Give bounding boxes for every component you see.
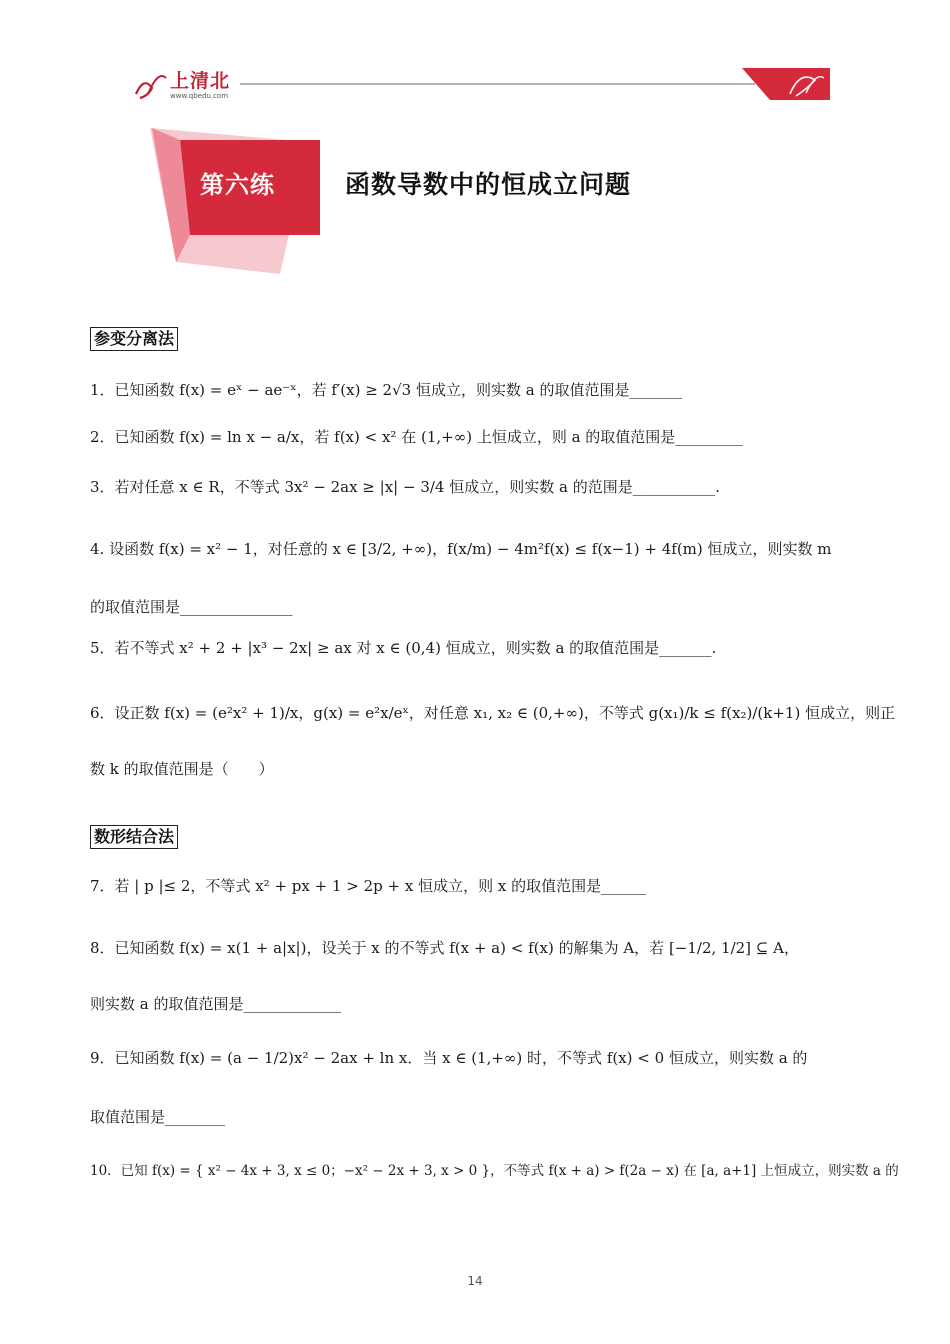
page-title: 函数导数中的恒成立问题 (345, 170, 632, 199)
page-number: 14 (467, 1274, 483, 1288)
page-header (0, 0, 950, 110)
problem-6-cont: 数 k 的取值范围是（ ） (90, 760, 274, 778)
section-heading-1: 参变分离法 (90, 327, 178, 351)
problem-4-cont: 的取值范围是_______________ (90, 598, 293, 616)
problem-5: 5．若不等式 x² + 2 + |x³ − 2x| ≥ ax 对 x ∈ (0,4) 恒成立，则实数 a 的取值范围是_______. (90, 639, 717, 657)
logo-icon (130, 64, 170, 104)
logo-url: www.qbedu.com (170, 92, 229, 100)
lesson-number: 第六练 (200, 171, 275, 199)
section-heading-2: 数形结合法 (90, 825, 178, 849)
problem-8-cont: 则实数 a 的取值范围是_____________ (90, 995, 341, 1013)
problem-4: 4. 设函数 f(x) = x² − 1，对任意的 x ∈ [3/2, +∞)，f(x/m) − 4m²f(x) ≤ f(x−1) + 4f(m) 恒成立，则实数 m (90, 540, 832, 558)
problem-2: 2．已知函数 f(x) = ln x − a/x，若 f(x) < x² 在 (1,+∞) 上恒成立，则 a 的取值范围是_________ (90, 428, 743, 446)
problem-1: 1．已知函数 f(x) = eˣ − ae⁻ˣ，若 f′(x) ≥ 2√3 恒成立，则实数 a 的取值范围是_______ (90, 381, 682, 399)
problem-7: 7．若 | p |≤ 2，不等式 x² + px + 1 > 2p + x 恒成立，则 x 的取值范围是______ (90, 877, 647, 895)
problem-9: 9．已知函数 f(x) = (a − 1/2)x² − 2ax + ln x．当 x ∈ (1,+∞) 时，不等式 f(x) < 0 恒成立，则实数 a 的 (90, 1049, 808, 1067)
problem-3: 3．若对任意 x ∈ R，不等式 3x² − 2ax ≥ |x| − 3/4 恒成立，则实数 a 的范围是___________. (90, 478, 720, 496)
logo-text: 上清北 (170, 70, 231, 92)
brand-logo (130, 64, 270, 104)
problem-6: 6．设正数 f(x) = (e²x² + 1)/x，g(x) = e²x/eˣ，对任意 x₁, x₂ ∈ (0,+∞)，不等式 g(x₁)/k ≤ f(x₂)/(k+1) 恒成立，则正 (90, 704, 896, 722)
problem-8: 8．已知函数 f(x) = x(1 + a|x|)，设关于 x 的不等式 f(x + a) < f(x) 的解集为 A，若 [−1/2, 1/2] ⊆ A， (90, 939, 799, 957)
problem-9-cont: 取值范围是________ (90, 1108, 226, 1126)
problem-10: 10．已知 f(x) = { x² − 4x + 3, x ≤ 0；−x² − 2x + 3, x > 0 }，不等式 f(x + a) > f(2a − x) 在 [a, a+1] 上恒成立，则实数 a 的 (90, 1163, 899, 1179)
